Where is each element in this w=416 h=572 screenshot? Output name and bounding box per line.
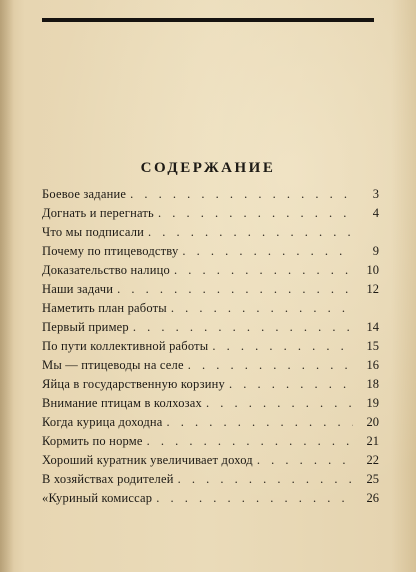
- toc-entry: [42, 280, 379, 299]
- toc-entry-title: Наметить план работы: [42, 301, 167, 315]
- toc-entry-title: Наши задачи: [42, 282, 114, 296]
- toc-entry-title: Боевое задание: [42, 187, 127, 201]
- toc-entry: [42, 223, 379, 242]
- toc-entry-page-number: 22: [366, 453, 379, 467]
- toc-entry-title: Внимание птицам в колхозах: [42, 396, 203, 410]
- toc-dot-leader: [182, 242, 353, 261]
- toc-dot-leader: [148, 223, 353, 242]
- toc-entry-page-number: 25: [366, 472, 379, 486]
- toc-entry-page-number: 15: [366, 339, 379, 353]
- toc-entry-page-number: 26: [366, 491, 379, 505]
- toc-dot-leader: [212, 337, 353, 356]
- toc-entry-title: По пути коллективной работы: [42, 339, 209, 353]
- toc-entry: [42, 337, 379, 356]
- toc-entry-page-number: 3: [372, 187, 379, 201]
- toc-entry: [42, 413, 379, 432]
- top-rule: [42, 18, 374, 22]
- toc-dot-leader: [178, 470, 353, 489]
- toc-entry-page-number: 9: [372, 244, 379, 258]
- toc-entry-title: «Куриный комиссар: [42, 491, 153, 505]
- toc-entry: [42, 470, 379, 489]
- toc-entry: [42, 318, 379, 337]
- toc-dot-leader: [133, 318, 353, 337]
- toc-dot-leader: [229, 375, 353, 394]
- toc-entry-title: Доказательство налицо: [42, 263, 170, 277]
- toc-entry-page-number: 10: [366, 263, 379, 277]
- toc-entry: [42, 356, 379, 375]
- toc-entry-title: Догнать и перегнать: [42, 206, 154, 220]
- toc-dot-leader: [167, 413, 353, 432]
- toc-entry-page-number: 21: [366, 434, 379, 448]
- table-of-contents: [42, 185, 379, 508]
- toc-entry-page-number: 14: [366, 320, 379, 334]
- toc-entry-page-number: 16: [366, 358, 379, 372]
- toc-entry-title: Почему по птицеводству: [42, 244, 179, 258]
- toc-entry: [42, 242, 379, 261]
- toc-dot-leader: [156, 489, 353, 508]
- toc-entry-title: Первый пример: [42, 320, 129, 334]
- toc-dot-leader: [130, 185, 353, 204]
- toc-dot-leader: [158, 204, 353, 223]
- toc-entry: [42, 489, 379, 508]
- toc-dot-leader: [117, 280, 353, 299]
- toc-entry: [42, 261, 379, 280]
- toc-dot-leader: [206, 394, 353, 413]
- toc-dot-leader: [147, 432, 353, 451]
- toc-dot-leader: [188, 356, 353, 375]
- toc-entry: [42, 394, 379, 413]
- toc-entry-page-number: 18: [366, 377, 379, 391]
- page-title: СОДЕРЖАНИЕ: [140, 160, 276, 176]
- toc-entry: [42, 299, 379, 318]
- toc-dot-leader: [171, 299, 353, 318]
- toc-entry: [42, 432, 379, 451]
- toc-entry-page-number: 20: [366, 415, 379, 429]
- toc-dot-leader: [174, 261, 353, 280]
- toc-entry-title: Яйца в государственную корзину: [42, 377, 225, 391]
- toc-dot-leader: [257, 451, 353, 470]
- toc-entry-page-number: 12: [366, 282, 379, 296]
- toc-entry-page-number: 19: [366, 396, 379, 410]
- toc-entry: [42, 375, 379, 394]
- toc-entry-title: Кормить по норме: [42, 434, 143, 448]
- toc-entry: [42, 185, 379, 204]
- toc-entry-title: Мы — птицеводы на селе: [42, 358, 184, 372]
- toc-entry-title: Когда курица доходна: [42, 415, 163, 429]
- toc-entry-page-number: 4: [372, 206, 379, 220]
- toc-entry-title: Что мы подписали: [42, 225, 145, 239]
- toc-entry-title: Хороший куратник увеличивает доход: [42, 453, 253, 467]
- toc-entry-title: В хозяйствах родителей: [42, 472, 174, 486]
- toc-entry: [42, 204, 379, 223]
- toc-entry: [42, 451, 379, 470]
